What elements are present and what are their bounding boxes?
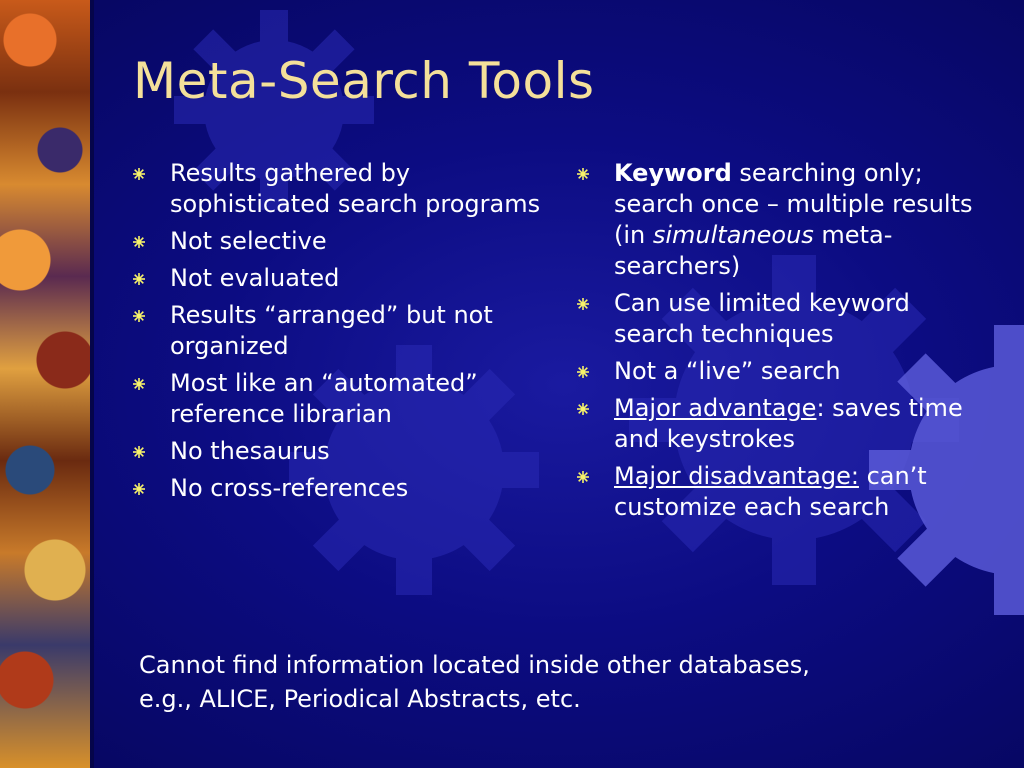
major-disadvantage-underlined-text: Major disadvantage: [614,462,859,490]
right-bullet-list [577,158,977,529]
yellow-sunburst-icon [133,378,145,390]
yellow-sunburst-icon [133,446,145,458]
yellow-sunburst-icon [577,403,589,415]
footnote [139,648,919,716]
list-item-text: Not a “live” search [614,357,841,385]
slide-title: Meta-Search Tools [133,52,595,110]
list-item [577,158,977,282]
yellow-sunburst-icon [133,273,145,285]
list-item-text: Not evaluated [170,264,340,292]
list-item-text: can’t customize each search [614,462,927,521]
list-item [577,288,977,350]
list-item-text: Most like an “automated” reference librarian [170,369,478,428]
list-item [133,300,553,362]
yellow-sunburst-icon [133,236,145,248]
collage-divider [90,0,94,768]
yellow-sunburst-icon [133,310,145,322]
keyword-bold-text: Keyword [614,159,732,187]
list-item-text: searching only; search once – multiple results (in [614,159,973,249]
list-item [133,226,553,257]
list-item-text: No thesaurus [170,437,330,465]
list-item-text: Can use limited keyword search techniques [614,289,910,348]
list-item [577,356,977,387]
list-item [577,461,977,523]
list-item-text: : saves time and keystrokes [614,394,963,453]
list-item [133,368,553,430]
list-item-text: Results gathered by sophisticated search programs [170,159,541,218]
simultaneous-italic-text: simultaneous [652,221,814,249]
yellow-sunburst-icon [577,366,589,378]
list-item-text: meta-searchers) [614,221,893,280]
list-item-text: Results “arranged” but not organized [170,301,493,360]
list-item-text: No cross-references [170,474,409,502]
footnote-line: e.g., ALICE, Periodical Abstracts, etc. [139,685,581,713]
list-item [133,263,553,294]
list-item [577,393,977,455]
list-item [133,436,553,467]
yellow-sunburst-icon [133,168,145,180]
yellow-sunburst-icon [577,298,589,310]
footnote-line: Cannot find information located inside other databases, [139,651,810,679]
left-bullet-list [133,158,553,510]
decorative-collage-strip [0,0,90,768]
list-item [133,473,553,504]
list-item [133,158,553,220]
yellow-sunburst-icon [133,483,145,495]
major-advantage-underlined-text: Major advantage [614,394,817,422]
list-item-text: Not selective [170,227,327,255]
yellow-sunburst-icon [577,168,589,180]
yellow-sunburst-icon [577,471,589,483]
